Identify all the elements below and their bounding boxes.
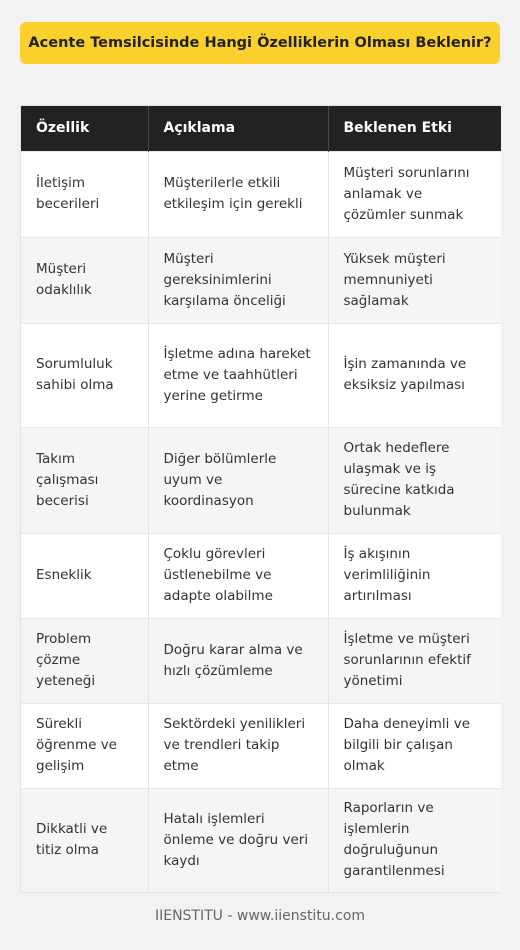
cell-ozellik: İletişim becerileri xyxy=(21,151,148,237)
cell-beklenen-etki: İşin zamanında ve eksiksiz yapılması xyxy=(328,323,501,427)
table-row xyxy=(21,427,501,533)
cell-beklenen-etki: Daha deneyimli ve bilgili bir çalışan olmak xyxy=(328,703,501,788)
cell-aciklama: Doğru karar alma ve hızlı çözümleme xyxy=(148,618,328,703)
cell-ozellik: Takım çalışması becerisi xyxy=(21,427,148,533)
cell-ozellik: Sürekli öğrenme ve gelişim xyxy=(21,703,148,788)
cell-ozellik: Sorumluluk sahibi olma xyxy=(21,323,148,427)
cell-beklenen-etki: İşletme ve müşteri sorunlarının efektif yönetimi xyxy=(328,618,501,703)
cell-aciklama: Diğer bölümlerle uyum ve koordinasyon xyxy=(148,427,328,533)
cell-ozellik: Esneklik xyxy=(21,533,148,618)
cell-aciklama: Hatalı işlemleri önleme ve doğru veri kaydı xyxy=(148,788,328,892)
cell-ozellik: Dikkatli ve titiz olma xyxy=(21,788,148,892)
cell-aciklama: Sektördeki yenilikleri ve trendleri takip etme xyxy=(148,703,328,788)
features-table xyxy=(20,105,500,893)
cell-ozellik: Müşteri odaklılık xyxy=(21,237,148,323)
table-row xyxy=(21,618,501,703)
table-row xyxy=(21,323,501,427)
cell-beklenen-etki: Ortak hedeflere ulaşmak ve iş sürecine katkıda bulunmak xyxy=(328,427,501,533)
cell-ozellik: Problem çözme yeteneği xyxy=(21,618,148,703)
cell-aciklama: Müşterilerle etkili etkileşim için gerekli xyxy=(148,151,328,237)
header-ozellik: Özellik xyxy=(21,106,148,151)
table xyxy=(21,106,501,892)
footer-credit: IIENSTITU - www.iienstitu.com xyxy=(154,908,366,924)
cell-aciklama: Çoklu görevleri üstlenebilme ve adapte olabilme xyxy=(148,533,328,618)
cell-aciklama: İşletme adına hareket etme ve taahhütleri yerine getirme xyxy=(148,323,328,427)
header-beklenen-etki: Beklenen Etki xyxy=(328,106,501,151)
table-row xyxy=(21,237,501,323)
table-row xyxy=(21,788,501,892)
title-banner xyxy=(20,22,500,64)
cell-beklenen-etki: İş akışının verimliliğinin artırılması xyxy=(328,533,501,618)
table-row xyxy=(21,151,501,237)
header-aciklama: Açıklama xyxy=(148,106,328,151)
table-row xyxy=(21,533,501,618)
table-row xyxy=(21,703,501,788)
cell-aciklama: Müşteri gereksinimlerini karşılama önceliği xyxy=(148,237,328,323)
table-header-row xyxy=(21,106,501,151)
page-title: Acente Temsilcisinde Hangi Özelliklerin Olması Beklenir? xyxy=(28,35,492,51)
cell-beklenen-etki: Müşteri sorunlarını anlamak ve çözümler sunmak xyxy=(328,151,501,237)
cell-beklenen-etki: Yüksek müşteri memnuniyeti sağlamak xyxy=(328,237,501,323)
cell-beklenen-etki: Raporların ve işlemlerin doğruluğunun garantilenmesi xyxy=(328,788,501,892)
